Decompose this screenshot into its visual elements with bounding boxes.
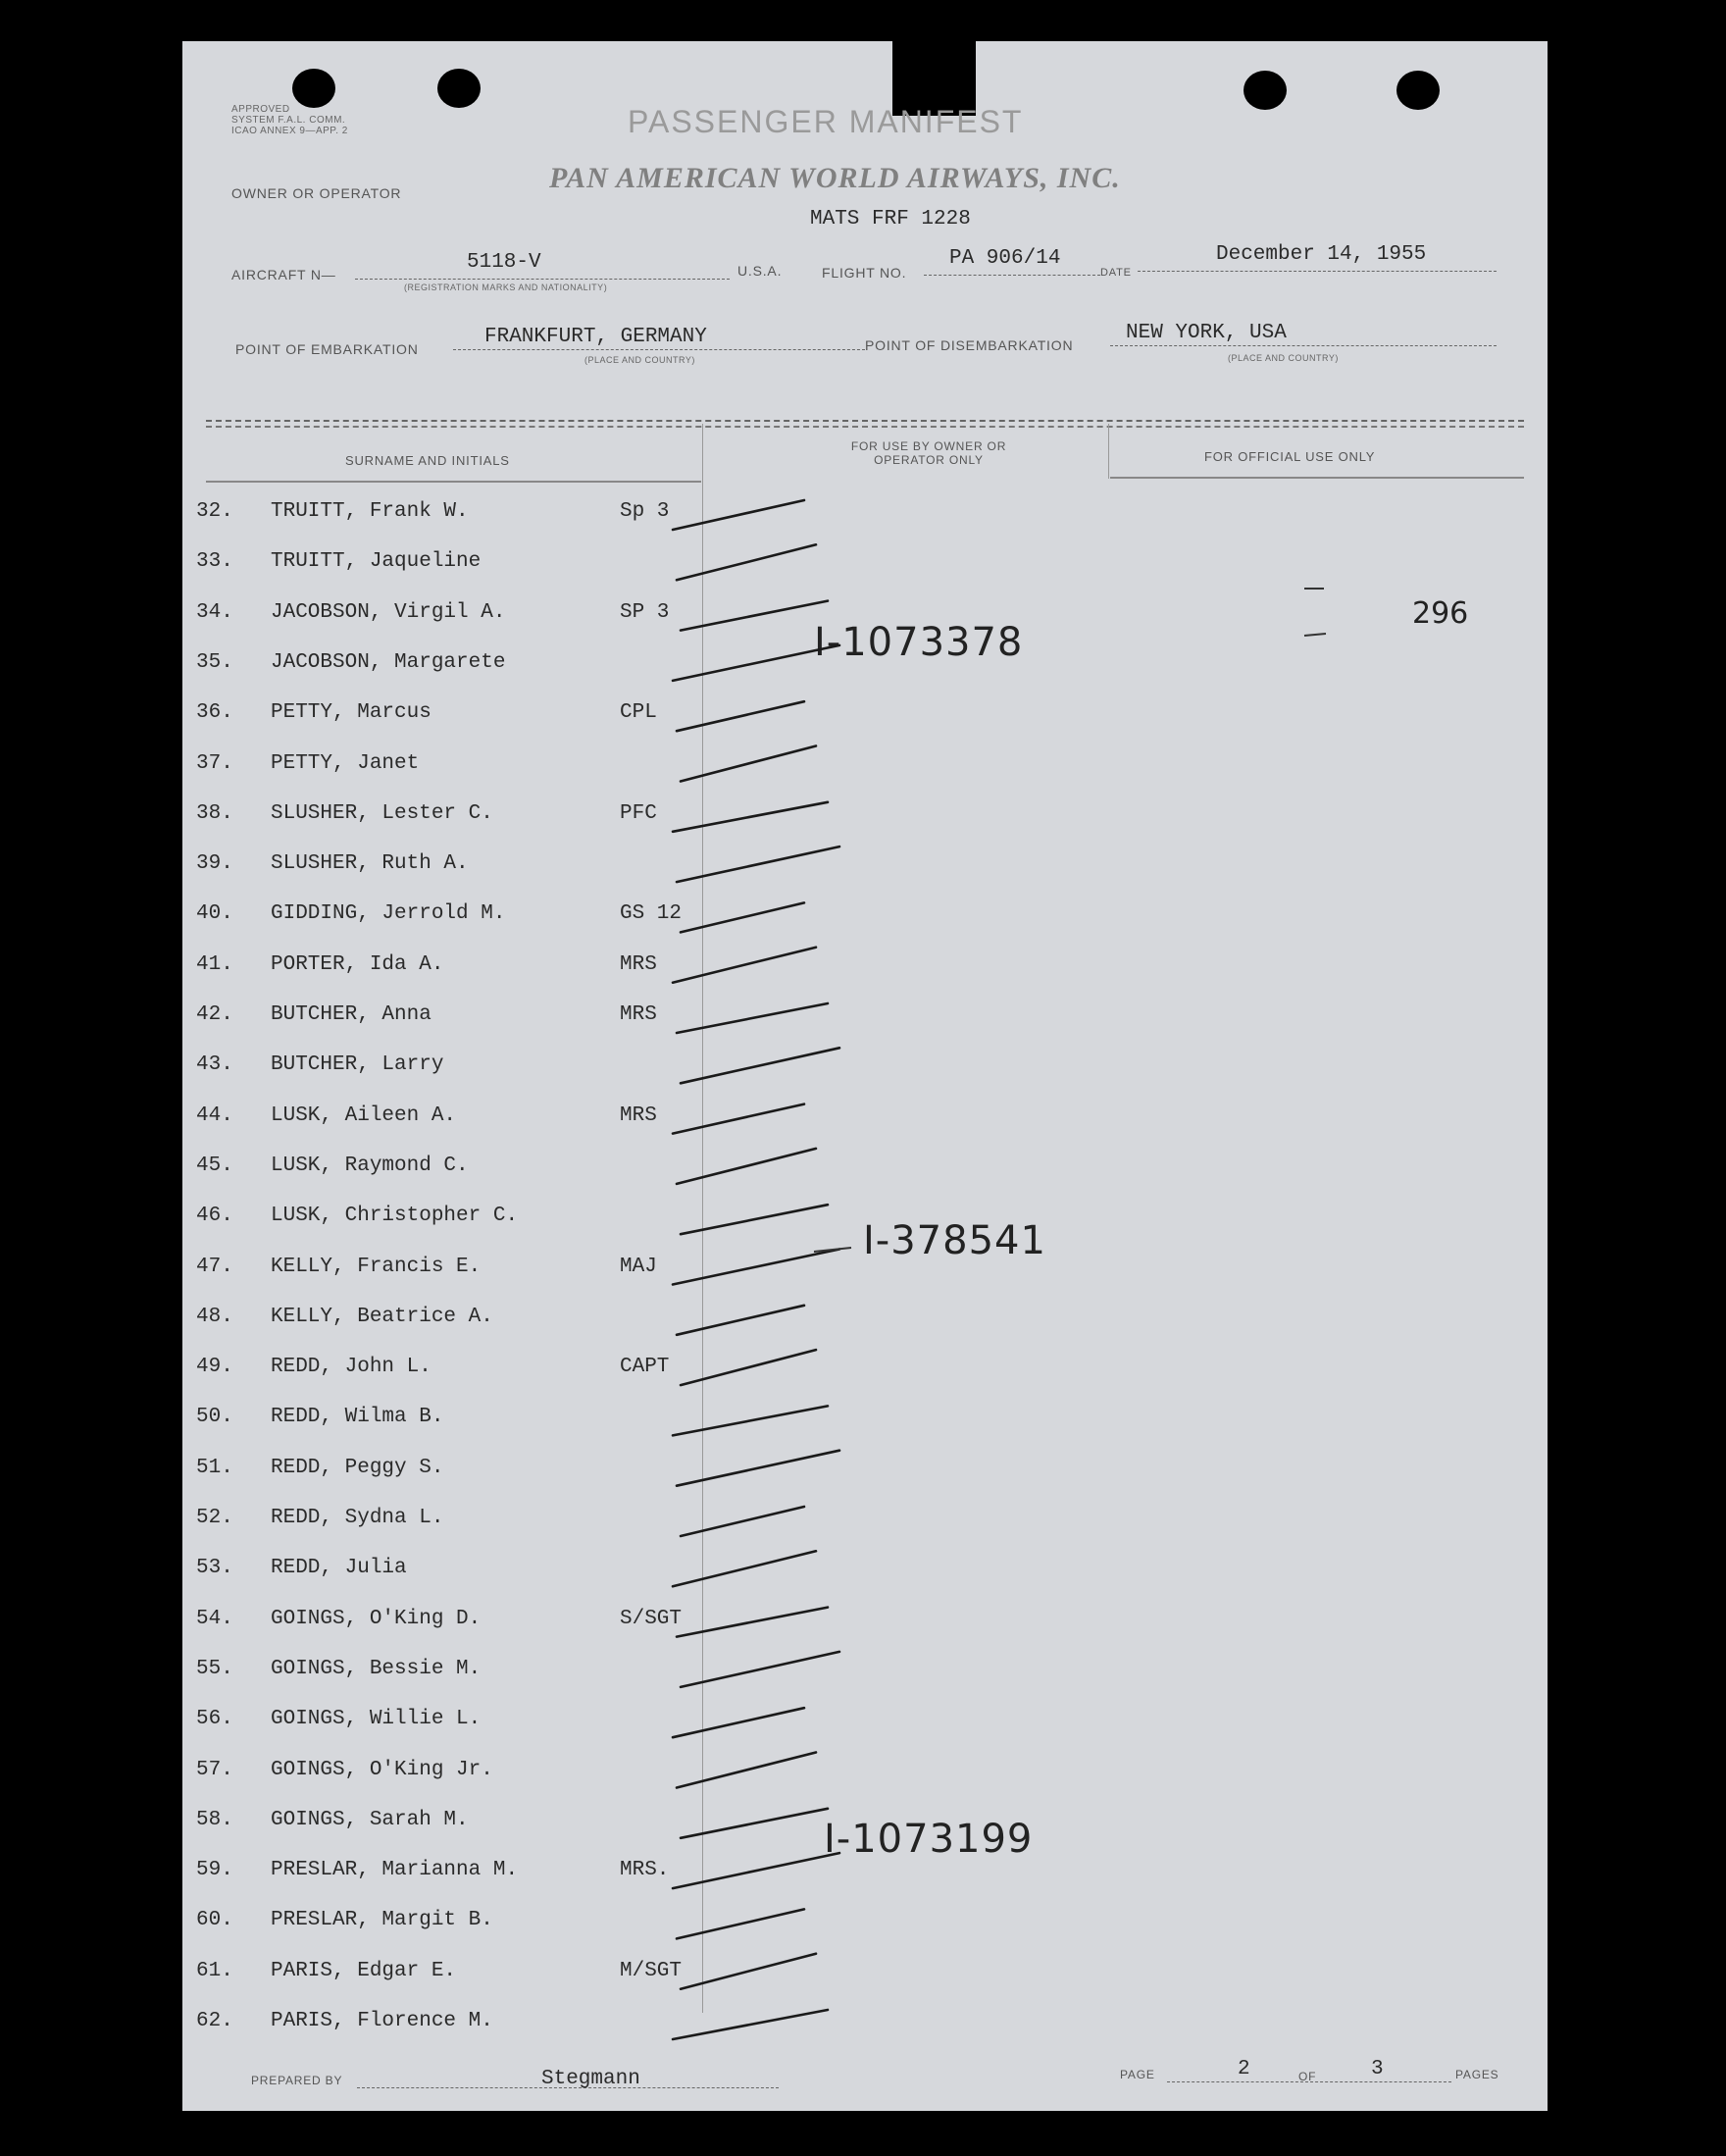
strike-line xyxy=(681,1507,804,1536)
strike-line xyxy=(673,500,804,530)
date-value: December 14, 1955 xyxy=(1216,243,1427,266)
passenger-number: 33. xyxy=(196,550,233,574)
passenger-name: JACOBSON, Margarete xyxy=(271,650,506,674)
passenger-number: 39. xyxy=(196,852,233,876)
disembark-value: NEW YORK, USA xyxy=(1126,322,1287,344)
passenger-name: PARIS, Florence M. xyxy=(271,2010,493,2032)
passenger-name: PORTER, Ida A. xyxy=(271,952,444,976)
passenger-number: 37. xyxy=(196,751,233,775)
passenger-rank: CPL xyxy=(620,701,657,725)
aircraft-label: AIRCRAFT N— xyxy=(231,267,336,282)
passenger-name: LUSK, Christopher C. xyxy=(271,1205,519,1228)
passenger-number: 61. xyxy=(196,1959,233,1982)
passenger-number: 32. xyxy=(196,500,233,523)
strike-line xyxy=(673,1853,839,1888)
passenger-name: TRUITT, Frank W. xyxy=(271,500,469,523)
passenger-number: 50. xyxy=(196,1406,233,1429)
passenger-rank: MRS xyxy=(620,952,657,976)
official-note: 296 xyxy=(1412,596,1469,631)
passenger-number: 56. xyxy=(196,1708,233,1731)
strike-line xyxy=(673,2010,828,2039)
aircraft-caption: (REGISTRATION MARKS AND NATIONALITY) xyxy=(404,282,608,292)
passenger-number: 55. xyxy=(196,1657,233,1680)
embark-caption: (PLACE AND COUNTRY) xyxy=(584,355,695,365)
of-label: OF xyxy=(1298,2070,1317,2083)
passenger-rank: MAJ xyxy=(620,1255,657,1278)
strike-line xyxy=(677,1306,804,1335)
passenger-number: 49. xyxy=(196,1356,233,1379)
passenger-number: 54. xyxy=(196,1607,233,1630)
strike-line xyxy=(673,1551,816,1586)
strike-line xyxy=(681,1954,816,1989)
passenger-number: 44. xyxy=(196,1104,233,1127)
embark-value: FRANKFURT, GERMANY xyxy=(484,326,707,348)
of-value: 3 xyxy=(1371,2058,1384,2080)
strike-line xyxy=(681,1350,816,1385)
passenger-name: REDD, Julia xyxy=(271,1557,407,1580)
passenger-name: REDD, John L. xyxy=(271,1356,432,1379)
passenger-name: GOINGS, O'King D. xyxy=(271,1607,482,1630)
passenger-number: 42. xyxy=(196,1003,233,1026)
passenger-name: REDD, Wilma B. xyxy=(271,1406,444,1429)
passenger-name: GOINGS, Willie L. xyxy=(271,1708,482,1731)
passenger-number: 35. xyxy=(196,650,233,674)
passenger-name: SLUSHER, Lester C. xyxy=(271,801,493,825)
strike-line xyxy=(673,802,828,832)
passenger-name: PETTY, Marcus xyxy=(271,701,432,725)
passenger-name: SLUSHER, Ruth A. xyxy=(271,852,469,876)
approval-line: APPROVED xyxy=(231,104,290,115)
column-header-owner-use: FOR USE BY OWNER OR OPERATOR ONLY xyxy=(850,439,1007,467)
strike-line xyxy=(681,1809,828,1838)
page-underline xyxy=(1167,2081,1451,2082)
passenger-rank: SP 3 xyxy=(620,600,670,624)
passenger-name: PETTY, Janet xyxy=(271,751,420,775)
passenger-rank: Sp 3 xyxy=(620,500,670,523)
passenger-name: PRESLAR, Marianna M. xyxy=(271,1859,519,1882)
passenger-number: 34. xyxy=(196,600,233,624)
strike-line xyxy=(681,1652,839,1687)
passenger-name: JACOBSON, Virgil A. xyxy=(271,600,506,624)
strike-line xyxy=(677,1149,816,1184)
approval-line: SYSTEM F.A.L. COMM. xyxy=(231,115,346,126)
passenger-rank: GS 12 xyxy=(620,902,683,926)
passenger-number: 62. xyxy=(196,2010,233,2032)
passenger-name: PARIS, Edgar E. xyxy=(271,1959,457,1982)
passenger-name: PRESLAR, Margit B. xyxy=(271,1909,493,1932)
passenger-number: 58. xyxy=(196,1808,233,1831)
strike-line xyxy=(677,1003,828,1033)
passenger-name: GIDDING, Jerrold M. xyxy=(271,902,506,926)
passenger-rank: M/SGT xyxy=(620,1959,683,1982)
passenger-rank: PFC xyxy=(620,801,657,825)
strike-line xyxy=(681,902,804,932)
pages-label: PAGES xyxy=(1455,2068,1499,2081)
passenger-number: 57. xyxy=(196,1758,233,1781)
passenger-number: 45. xyxy=(196,1154,233,1177)
passenger-name: TRUITT, Jaqueline xyxy=(271,550,482,574)
flight-value: PA 906/14 xyxy=(949,247,1061,270)
strike-line xyxy=(677,1451,839,1486)
handwritten-note: I-1073199 xyxy=(824,1817,1034,1862)
strike-line xyxy=(673,948,816,983)
passenger-number: 46. xyxy=(196,1205,233,1228)
strike-line xyxy=(681,746,816,782)
owner-value: PAN AMERICAN WORLD AIRWAYS, INC. xyxy=(549,162,1121,194)
passenger-rank: MRS xyxy=(620,1104,657,1127)
page-value: 2 xyxy=(1238,2058,1250,2080)
passenger-rank: S/SGT xyxy=(620,1607,683,1630)
passenger-name: GOINGS, Bessie M. xyxy=(271,1657,482,1680)
strike-line xyxy=(677,847,839,882)
passenger-name: BUTCHER, Anna xyxy=(271,1003,432,1026)
owner-label: OWNER OR OPERATOR xyxy=(231,185,402,201)
passenger-name: BUTCHER, Larry xyxy=(271,1053,444,1077)
strike-line xyxy=(673,1708,804,1737)
pen-mark xyxy=(1304,634,1326,636)
strike-line xyxy=(673,1104,804,1134)
column-header-official-use: FOR OFFICIAL USE ONLY xyxy=(1204,449,1376,464)
usa-label: U.S.A. xyxy=(737,263,783,279)
passenger-number: 38. xyxy=(196,801,233,825)
passenger-number: 52. xyxy=(196,1507,233,1529)
strike-line xyxy=(673,1406,828,1435)
passenger-name: LUSK, Raymond C. xyxy=(271,1154,469,1177)
passenger-name: GOINGS, Sarah M. xyxy=(271,1808,469,1831)
passenger-rank: MRS xyxy=(620,1003,657,1026)
approval-line: ICAO ANNEX 9—APP. 2 xyxy=(231,126,348,136)
strike-line xyxy=(681,1048,839,1083)
passenger-rank: MRS. xyxy=(620,1859,670,1882)
passenger-number: 40. xyxy=(196,902,233,926)
passenger-number: 48. xyxy=(196,1305,233,1328)
date-label: DATE xyxy=(1100,267,1132,279)
passenger-name: LUSK, Aileen A. xyxy=(271,1104,457,1127)
passenger-name: GOINGS, O'King Jr. xyxy=(271,1758,493,1781)
passenger-name: REDD, Peggy S. xyxy=(271,1456,444,1479)
passenger-number: 59. xyxy=(196,1859,233,1882)
column-header-surname: SURNAME AND INITIALS xyxy=(345,453,510,468)
embark-label: POINT OF EMBARKATION xyxy=(235,341,419,357)
strike-line xyxy=(677,1608,828,1637)
passenger-number: 41. xyxy=(196,952,233,976)
page-title: PASSENGER MANIFEST xyxy=(628,104,1024,139)
strike-line xyxy=(681,1205,828,1234)
strike-line xyxy=(677,1909,804,1938)
aircraft-value: 5118-V xyxy=(467,251,541,274)
strike-line xyxy=(673,1250,839,1285)
page-label: PAGE xyxy=(1120,2068,1155,2081)
prepared-value: Stegmann xyxy=(541,2068,640,2090)
passenger-name: KELLY, Francis E. xyxy=(271,1255,482,1278)
passenger-rank: CAPT xyxy=(620,1356,670,1379)
passenger-number: 47. xyxy=(196,1255,233,1278)
passenger-number: 53. xyxy=(196,1557,233,1580)
handwritten-note: I-1073378 xyxy=(814,620,1024,665)
strike-line xyxy=(673,645,839,681)
strike-line xyxy=(677,544,816,580)
flight-label: FLIGHT NO. xyxy=(822,265,907,281)
prepared-label: PREPARED BY xyxy=(251,2074,343,2087)
passenger-number: 60. xyxy=(196,1909,233,1932)
passenger-number: 36. xyxy=(196,701,233,725)
reference-number: MATS FRF 1228 xyxy=(810,208,971,231)
disembark-caption: (PLACE AND COUNTRY) xyxy=(1228,353,1339,363)
strike-line xyxy=(681,601,828,631)
disembark-label: POINT OF DISEMBARKATION xyxy=(865,337,1074,353)
passenger-number: 43. xyxy=(196,1053,233,1077)
passenger-name: KELLY, Beatrice A. xyxy=(271,1305,493,1328)
passenger-name: REDD, Sydna L. xyxy=(271,1507,444,1529)
strike-line xyxy=(677,701,804,731)
passenger-number: 51. xyxy=(196,1456,233,1479)
strike-line xyxy=(677,1753,816,1788)
handwritten-note: I-378541 xyxy=(863,1218,1046,1263)
